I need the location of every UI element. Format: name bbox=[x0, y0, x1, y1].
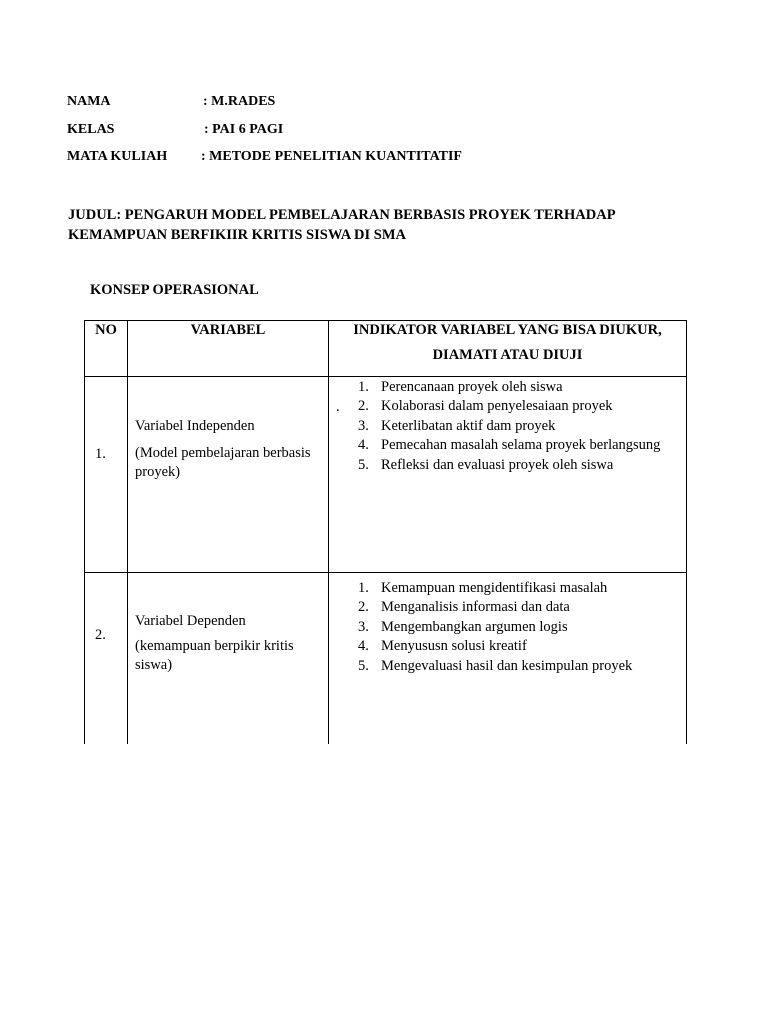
list-item-number: 3. bbox=[358, 618, 369, 635]
list-item-text: Kemampuan mengidentifikasi masalah bbox=[381, 580, 608, 596]
list-item-number: 5. bbox=[358, 456, 369, 473]
class-label: KELAS bbox=[67, 122, 115, 137]
list-item-text: Mengembangkan argumen logis bbox=[381, 618, 568, 635]
list-item-text: Keterlibatan aktif dam proyek bbox=[381, 417, 556, 434]
list-item-number: 2. bbox=[358, 398, 369, 415]
header-variable: VARIABEL bbox=[190, 322, 266, 338]
list-item-number: 4. bbox=[358, 437, 369, 454]
course-value: : METODE PENELITIAN KUANTITATIF bbox=[201, 149, 462, 164]
list-item-text: Perencanaan proyek oleh siswa bbox=[381, 379, 563, 395]
name-label: NAMA bbox=[67, 94, 111, 109]
row-2-indicator-list bbox=[358, 579, 632, 676]
list-item-text: Menganalisis informasi dan data bbox=[381, 599, 570, 616]
row-2-variable-desc-1: (kemampuan berpikir kritis bbox=[135, 638, 294, 654]
list-item-number: 5. bbox=[358, 657, 369, 674]
list-item-text: Kolaborasi dalam penyelesaiaan proyek bbox=[381, 398, 613, 415]
table-row-divider bbox=[84, 572, 687, 573]
list-item-number: 3. bbox=[358, 417, 369, 434]
header-indicator-line-2: DIAMATI ATAU DIUJI bbox=[432, 347, 583, 363]
row-2-variable-desc-2: siswa) bbox=[135, 657, 173, 673]
row-2-variable-name: Variabel Dependen bbox=[135, 613, 246, 629]
table-col-divider-1 bbox=[127, 320, 128, 744]
row-1-variable-desc-2: proyek) bbox=[135, 464, 181, 480]
list-item bbox=[358, 417, 660, 436]
table-border-top bbox=[84, 320, 687, 321]
list-item-text: Menyususn solusi kreatif bbox=[381, 638, 527, 655]
operational-concept-table bbox=[84, 320, 687, 744]
list-item bbox=[358, 637, 632, 656]
header-indicator-line-1: INDIKATOR VARIABEL YANG BISA DIUKUR, bbox=[353, 322, 662, 338]
row-1-variable-name: Variabel Independen bbox=[135, 418, 255, 434]
row-2-number: 2. bbox=[95, 627, 106, 643]
list-item-number: 1. bbox=[358, 379, 369, 395]
row-1-stray-mark: . bbox=[336, 399, 340, 415]
table-header-divider bbox=[84, 376, 687, 377]
list-item bbox=[358, 618, 632, 637]
class-value: : PAI 6 PAGI bbox=[204, 122, 284, 137]
list-item bbox=[358, 657, 632, 676]
list-item bbox=[358, 579, 632, 598]
list-item bbox=[358, 456, 660, 475]
course-label: MATA KULIAH bbox=[67, 149, 168, 164]
table-border-left bbox=[84, 320, 85, 744]
list-item-number: 2. bbox=[358, 599, 369, 616]
list-item bbox=[358, 397, 660, 416]
row-1-number: 1. bbox=[95, 446, 106, 462]
name-value: : M.RADES bbox=[203, 94, 276, 109]
section-heading: KONSEP OPERASIONAL bbox=[90, 282, 259, 298]
list-item-text: Pemecahan masalah selama proyek berlangsung bbox=[381, 437, 661, 454]
title-line-2: KEMAMPUAN BERFIKIIR KRITIS SISWA DI SMA bbox=[68, 227, 406, 243]
list-item bbox=[358, 436, 660, 455]
list-item-number: 4. bbox=[358, 638, 369, 655]
row-1-indicator-list bbox=[358, 378, 660, 475]
row-1-variable-desc-1: (Model pembelajaran berbasis bbox=[135, 445, 311, 461]
list-item-text: Mengevaluasi hasil dan kesimpulan proyek bbox=[381, 657, 633, 674]
table-col-divider-2 bbox=[328, 320, 329, 744]
list-item bbox=[358, 598, 632, 617]
header-no: NO bbox=[95, 322, 117, 338]
table-border-right bbox=[686, 320, 687, 744]
list-item bbox=[358, 378, 660, 397]
title-line-1: JUDUL: PENGARUH MODEL PEMBELAJARAN BERBASIS PROYEK TERHADAP bbox=[68, 207, 616, 223]
list-item-number: 1. bbox=[358, 580, 369, 596]
list-item-text: Refleksi dan evaluasi proyek oleh siswa bbox=[381, 456, 614, 473]
